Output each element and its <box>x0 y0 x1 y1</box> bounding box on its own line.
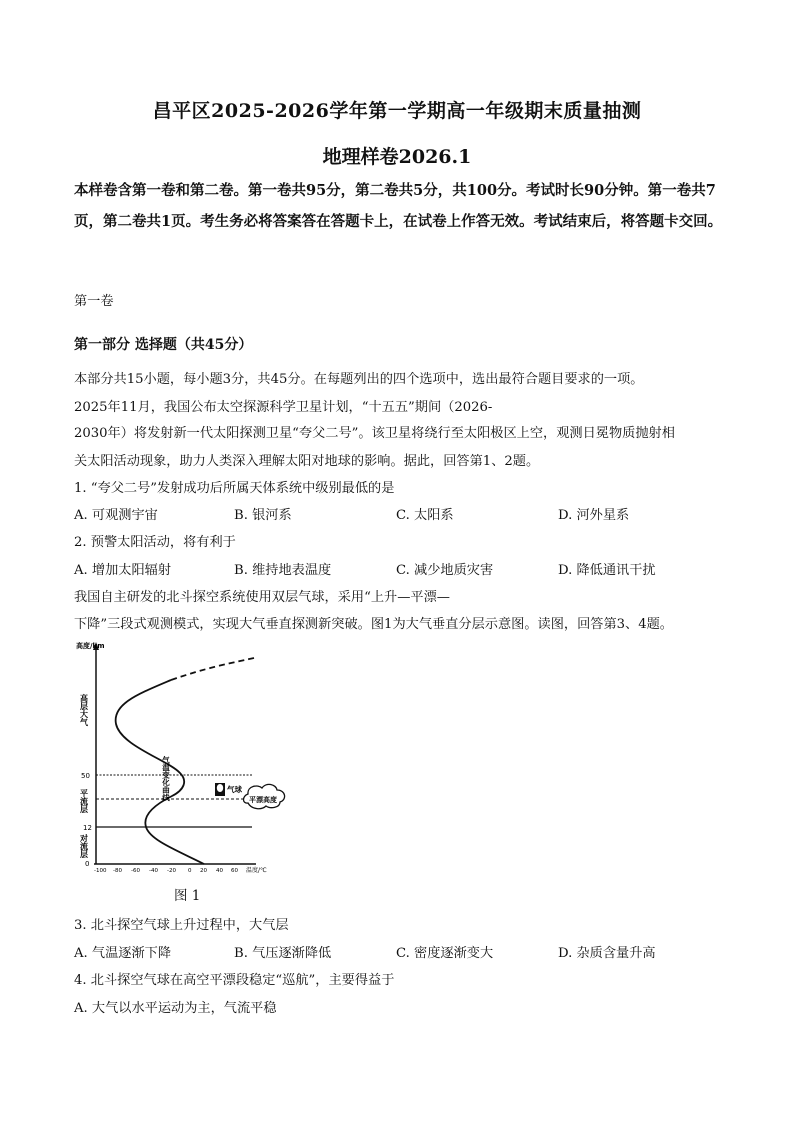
x-tick: -40 <box>149 868 158 874</box>
x-tick: 20 <box>200 868 207 874</box>
part-intro: 本部分共15小题，每小题3分，共45分。在每题列出的四个选项中，选出最符合题目要求的一项。 <box>74 372 644 387</box>
q3-stem: 3. 北斗探空气球上升过程中，大气层 <box>74 918 289 933</box>
x-tick: -100 <box>94 868 107 874</box>
x-axis-label: 温度/℃ <box>246 867 267 874</box>
q2-option-c[interactable]: C. 减少地质灾害 <box>396 563 494 578</box>
y-tick-0: 0 <box>85 860 90 868</box>
passage1-line2: 2030年）将发射新一代太阳探测卫星“夸父二号”。该卫星将绕行至太阳极区上空，观测日冕物质抛射相 <box>74 426 675 441</box>
q4-option-a[interactable]: A. 大气以水平运动为主，气流平稳 <box>74 1001 277 1016</box>
x-tick: 60 <box>231 868 238 874</box>
q3-option-b[interactable]: B. 气压逐渐降低 <box>234 946 332 961</box>
float-altitude-label: 平漂高度 <box>249 796 277 804</box>
exam-title: 昌平区2025-2026学年第一学期高一年级期末质量抽测 <box>152 100 642 122</box>
q2-option-b[interactable]: B. 维持地表温度 <box>234 563 332 578</box>
q1-option-d[interactable]: D. 河外星系 <box>558 508 630 523</box>
q1-stem: 1. “夸父二号”发射成功后所属天体系统中级别最低的是 <box>74 481 395 496</box>
y-axis-label: 高度/km <box>76 642 105 650</box>
q1-option-c[interactable]: C. 太阳系 <box>396 508 454 523</box>
exam-subtitle: 地理样卷2026.1 <box>322 146 472 168</box>
q1-option-b[interactable]: B. 银河系 <box>234 508 292 523</box>
passage1-line3: 关太阳活动现象，助力人类深入理解太阳对地球的影响。据此，回答第1、2题。 <box>74 454 540 469</box>
part-title: 第一部分 选择题（共45分） <box>74 337 253 353</box>
volume-label: 第一卷 <box>74 294 114 309</box>
figure-caption: 图 1 <box>174 888 201 904</box>
q1-option-a[interactable]: A. 可观测宇宙 <box>74 508 158 523</box>
passage2-line1: 我国自主研发的北斗探空系统使用双层气球，采用“上升—平漂— <box>74 590 450 605</box>
q3-option-d[interactable]: D. 杂质含量升高 <box>558 946 656 961</box>
q3-option-a[interactable]: A. 气温逐渐下降 <box>74 946 172 961</box>
q2-option-a[interactable]: A. 增加太阳辐射 <box>74 563 172 578</box>
passage1-line1: 2025年11月，我国公布太空探源科学卫星计划，“十五五”期间（2026- <box>74 400 493 415</box>
exam-instructions: 本样卷含第一卷和第二卷。第一卷共95分，第二卷共5分，共100分。考试时长90分钟。第一卷共7页，第二卷共1页。考生务必将答案答在答题卡上，在试卷上作答无效。考试结束后，将答题卡交回。 <box>74 182 723 230</box>
q2-option-d[interactable]: D. 降低通讯干扰 <box>558 563 656 578</box>
layer-label-high-atmosphere: 高层大气 <box>79 694 89 726</box>
temperature-curve <box>116 680 204 864</box>
layer-label-troposphere: 对流层 <box>79 834 89 858</box>
x-tick: 40 <box>216 868 223 874</box>
q2-stem: 2. 预警太阳活动，将有利于 <box>74 535 236 550</box>
q3-option-c[interactable]: C. 密度逐渐变大 <box>396 946 494 961</box>
q4-stem: 4. 北斗探空气球在高空平漂段稳定“巡航”，主要得益于 <box>74 973 395 988</box>
x-ticks <box>94 868 238 874</box>
curve-label: 气温变化曲线 <box>161 756 171 801</box>
atmosphere-layers-figure <box>76 638 291 874</box>
balloon-label: 气球 <box>227 785 242 794</box>
balloon-icon-inner <box>217 784 223 792</box>
passage2-line2: 下降”三段式观测模式，实现大气垂直探测新突破。图1为大气垂直分层示意图。读图，回答第3、4题。 <box>74 617 673 632</box>
layer-label-stratosphere: 平流层 <box>79 789 89 813</box>
x-tick: -80 <box>113 868 122 874</box>
temperature-curve-extension <box>171 658 254 680</box>
y-tick-50: 50 <box>81 772 90 780</box>
y-tick-12: 12 <box>83 824 92 832</box>
x-tick: 0 <box>188 868 192 874</box>
x-tick: -20 <box>167 868 176 874</box>
x-tick: -60 <box>131 868 140 874</box>
